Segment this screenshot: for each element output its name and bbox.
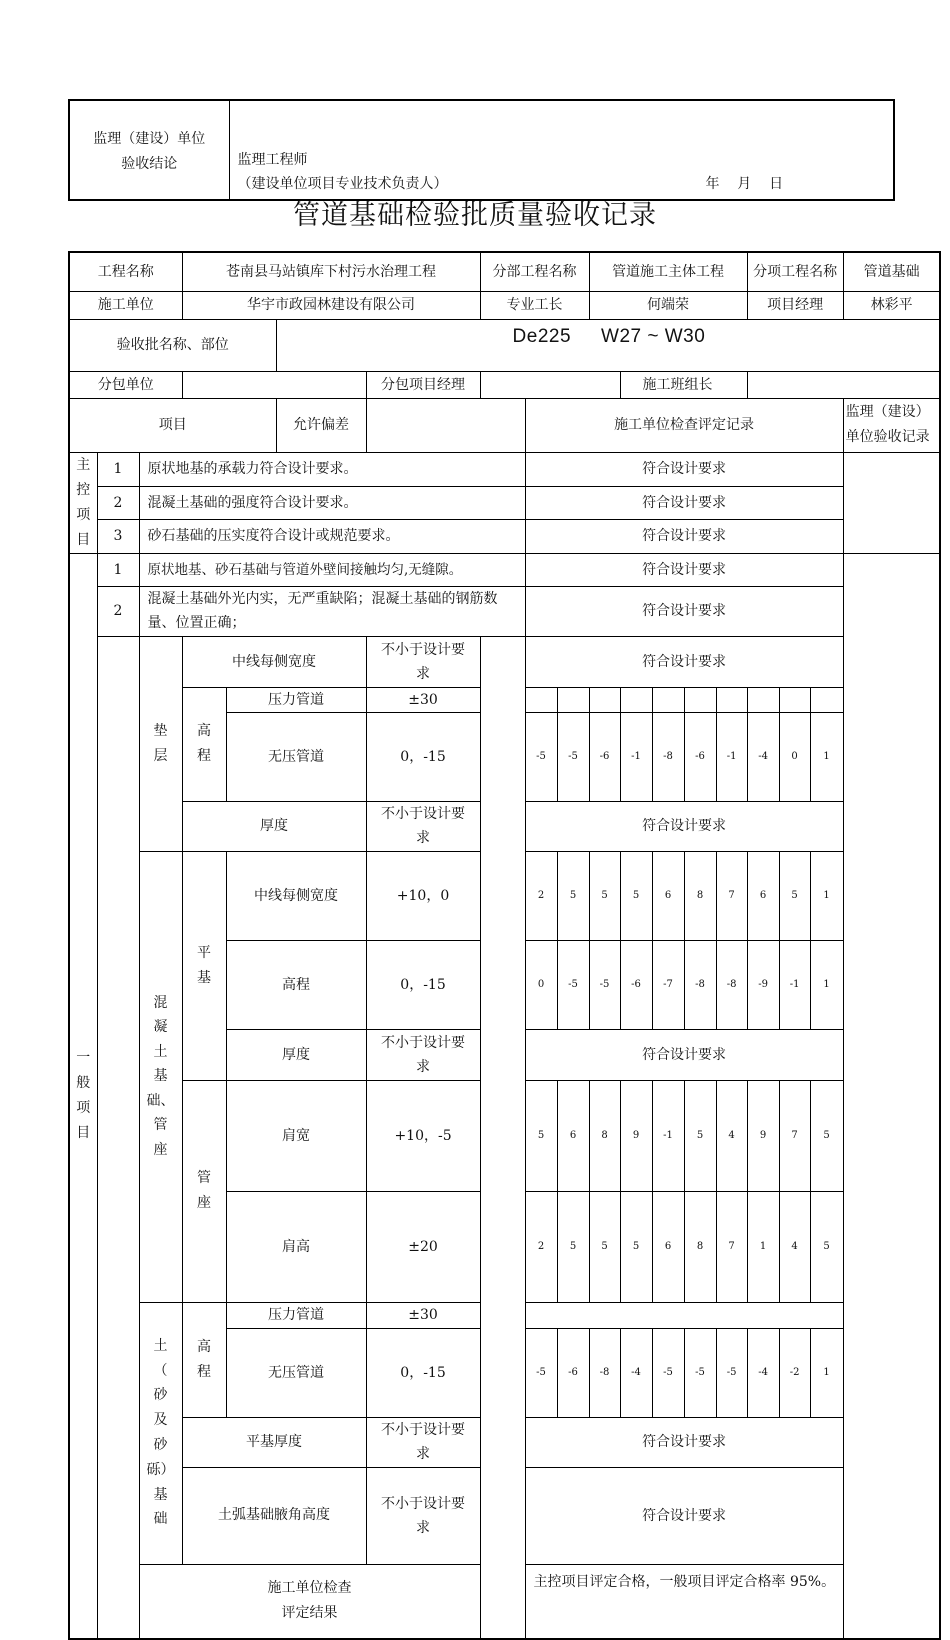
main-item-text: 原状地基的承载力符合设计要求。 [139, 452, 525, 486]
subitem-value: 管道基础 [843, 252, 940, 291]
foreman-label: 专业工长 [480, 291, 589, 319]
value-cell: -5 [652, 1328, 684, 1417]
general-item-result: 符合设计要求 [525, 586, 843, 636]
value-cell [684, 687, 716, 712]
sub-unit-label: 分包单位 [69, 371, 182, 398]
shoulder-height-tol: ±20 [366, 1191, 480, 1302]
pm-value: 林彩平 [843, 291, 940, 319]
earth-pressure-label: 压力管道 [226, 1302, 366, 1328]
general-no-blank [97, 636, 139, 1639]
shoulder-height-label: 肩高 [226, 1191, 366, 1302]
supervisor-record-main [843, 452, 940, 553]
value-cell: 5 [810, 1080, 843, 1191]
value-cell: -5 [589, 940, 620, 1029]
concrete-thickness-tol: 不小于设计要求 [366, 1029, 480, 1080]
earth-pressure-tol: ±30 [366, 1302, 480, 1328]
value-cell [779, 687, 810, 712]
concrete-label: 混 凝 土 基 础、 管 座 [139, 851, 182, 1302]
value-cell: -6 [620, 940, 652, 1029]
value-cell: 9 [747, 1080, 779, 1191]
value-cell: 8 [589, 1080, 620, 1191]
date-label: 年 月 日 [705, 176, 784, 192]
value-cell: -5 [525, 712, 557, 801]
main-item-text: 混凝土基础的强度符合设计要求。 [139, 486, 525, 519]
value-cell: 6 [652, 851, 684, 940]
value-cell: -4 [747, 1328, 779, 1417]
earth-elev-label: 高 程 [182, 1302, 226, 1417]
value-cell: 5 [620, 1191, 652, 1302]
team-value [747, 371, 940, 398]
value-cell [525, 687, 557, 712]
value-cell: 4 [779, 1191, 810, 1302]
value-cell: -4 [747, 712, 779, 801]
tolerance-blank [480, 636, 525, 1639]
batch-label: 验收批名称、部位 [69, 319, 276, 371]
conclusion-label: 监理（建设）单位 验收结论 [69, 100, 229, 200]
cushion-thickness-tol: 不小于设计要求 [366, 801, 480, 851]
earth-label: 土 （ 砂 及 砂 砾） 基 础 [139, 1302, 182, 1564]
inspection-table [68, 251, 941, 1640]
concrete-elev-tol: 0，-15 [366, 940, 480, 1029]
value-cell: 7 [716, 851, 747, 940]
value-cell: -8 [652, 712, 684, 801]
value-cell: 5 [589, 851, 620, 940]
value-cell: 5 [684, 1080, 716, 1191]
cushion-width-result: 符合设计要求 [525, 636, 843, 687]
cushion-nonpressure-label: 无压管道 [226, 712, 366, 801]
value-cell: 5 [779, 851, 810, 940]
main-control-label: 主 控 项 目 [69, 452, 97, 553]
value-cell: -1 [779, 940, 810, 1029]
value-cell: -6 [589, 712, 620, 801]
pm-label: 项目经理 [747, 291, 843, 319]
value-cell: -6 [557, 1328, 589, 1417]
value-cell [716, 687, 747, 712]
value-cell [557, 687, 589, 712]
main-item-result: 符合设计要求 [525, 519, 843, 553]
supervisor-conclusion-block [68, 99, 895, 201]
cushion-width-label: 中线每侧宽度 [182, 636, 366, 687]
foreman-value: 何端荣 [589, 291, 747, 319]
value-cell: 8 [684, 1191, 716, 1302]
flat-base-label: 平 基 [182, 851, 226, 1080]
value-cell: -7 [652, 940, 684, 1029]
flat-thickness-tol: 不小于设计要求 [366, 1417, 480, 1467]
value-cell: -5 [525, 1328, 557, 1417]
concrete-width-tol: +10，0 [366, 851, 480, 940]
value-cell: -8 [589, 1328, 620, 1417]
value-cell: -1 [620, 712, 652, 801]
earth-nonpressure-tol: 0，-15 [366, 1328, 480, 1417]
value-cell: 5 [810, 1191, 843, 1302]
cushion-pressure-label: 压力管道 [226, 687, 366, 712]
value-cell [652, 687, 684, 712]
conclusion-body [229, 100, 894, 200]
value-cell: 7 [716, 1191, 747, 1302]
contractor-result-text: 主控项目评定合格，一般项目评定合格率 95%。 [525, 1564, 940, 1639]
batch-size: De225 [512, 325, 572, 347]
value-cell: -5 [684, 1328, 716, 1417]
value-cell: 1 [810, 1328, 843, 1417]
cushion-label: 垫 层 [139, 636, 182, 851]
project-name-label: 工程名称 [69, 252, 182, 291]
flat-thickness-result: 符合设计要求 [525, 1417, 843, 1467]
value-cell: 5 [557, 851, 589, 940]
arc-result: 符合设计要求 [525, 1467, 843, 1564]
col-tolerance-spacer [366, 398, 525, 452]
arc-tol: 不小于设计要求 [366, 1467, 480, 1564]
cushion-thickness-result: 符合设计要求 [525, 801, 843, 851]
project-name-value: 苍南县马站镇库下村污水治理工程 [182, 252, 480, 291]
main-item-result: 符合设计要求 [525, 486, 843, 519]
cushion-elev-label: 高 程 [182, 687, 226, 801]
value-cell: 8 [684, 851, 716, 940]
earth-nonpressure-label: 无压管道 [226, 1328, 366, 1417]
engineer-label: 监理工程师 [237, 152, 308, 168]
contractor-value: 华宇市政园林建设有限公司 [182, 291, 480, 319]
value-cell: 7 [779, 1080, 810, 1191]
value-cell: 1 [747, 1191, 779, 1302]
concrete-width-label: 中线每侧宽度 [226, 851, 366, 940]
cushion-pressure-tol: ±30 [366, 687, 480, 712]
flat-thickness-label: 平基厚度 [182, 1417, 366, 1467]
value-cell: 5 [589, 1191, 620, 1302]
sub-pm-value [480, 371, 620, 398]
concrete-elev-label: 高程 [226, 940, 366, 1029]
concrete-thickness-result: 符合设计要求 [525, 1029, 843, 1080]
value-cell: 1 [810, 712, 843, 801]
value-cell: 6 [557, 1080, 589, 1191]
supervisor-record-general [843, 553, 940, 1639]
batch-range: W27 ~ W30 [601, 325, 706, 347]
value-cell: 6 [747, 851, 779, 940]
col-supervisor: 监理（建设） 单位验收记录 [843, 398, 940, 452]
value-cell: -1 [652, 1080, 684, 1191]
value-cell: 5 [620, 851, 652, 940]
value-cell: -5 [557, 940, 589, 1029]
contractor-label: 施工单位 [69, 291, 182, 319]
col-item: 项目 [69, 398, 276, 452]
arc-label: 土弧基础腋角高度 [182, 1467, 366, 1564]
value-cell [620, 687, 652, 712]
value-cell: 9 [620, 1080, 652, 1191]
value-cell: 1 [810, 851, 843, 940]
main-item-text: 砂石基础的压实度符合设计或规范要求。 [139, 519, 525, 553]
earth-pressure-blank [525, 1302, 843, 1328]
general-label: 一 般 项 目 [69, 553, 97, 1639]
value-cell [747, 687, 779, 712]
value-cell: 4 [716, 1080, 747, 1191]
main-item-no: 2 [97, 486, 139, 519]
cushion-thickness-label: 厚度 [182, 801, 366, 851]
main-item-no: 1 [97, 452, 139, 486]
col-record: 施工单位检查评定记录 [525, 398, 843, 452]
value-cell: -6 [684, 712, 716, 801]
shoulder-width-label: 肩宽 [226, 1080, 366, 1191]
general-item-no: 2 [97, 586, 139, 636]
seat-label: 管 座 [182, 1080, 226, 1302]
cushion-nonpressure-tol: 0，-15 [366, 712, 480, 801]
general-item-no: 1 [97, 553, 139, 586]
value-cell: 6 [652, 1191, 684, 1302]
general-item-text: 原状地基、砂石基础与管道外壁间接触均匀,无缝隙。 [139, 553, 525, 586]
value-cell: -9 [747, 940, 779, 1029]
value-cell: 5 [557, 1191, 589, 1302]
value-cell: -5 [557, 712, 589, 801]
main-item-result: 符合设计要求 [525, 452, 843, 486]
value-cell: -4 [620, 1328, 652, 1417]
value-cell [589, 687, 620, 712]
general-item-result: 符合设计要求 [525, 553, 843, 586]
division-label: 分部工程名称 [480, 252, 589, 291]
batch-value [276, 319, 940, 371]
value-cell: -8 [716, 940, 747, 1029]
value-cell: -8 [684, 940, 716, 1029]
value-cell: 0 [525, 940, 557, 1029]
concrete-thickness-label: 厚度 [226, 1029, 366, 1080]
sub-pm-label: 分包项目经理 [366, 371, 480, 398]
value-cell: 5 [525, 1080, 557, 1191]
value-cell: -1 [716, 712, 747, 801]
value-cell: 1 [810, 940, 843, 1029]
team-label: 施工班组长 [620, 371, 747, 398]
shoulder-width-tol: +10，-5 [366, 1080, 480, 1191]
page-title: 管道基础检验批质量验收记录 [293, 200, 657, 231]
responsible-label: （建设单位项目专业技术负责人） [237, 176, 448, 192]
value-cell: 2 [525, 1191, 557, 1302]
value-cell: 2 [525, 851, 557, 940]
subitem-label: 分项工程名称 [747, 252, 843, 291]
value-cell: -2 [779, 1328, 810, 1417]
general-item-text: 混凝土基础外光内实，无严重缺陷；混凝土基础的钢筋数量、位置正确； [139, 586, 525, 636]
division-value: 管道施工主体工程 [589, 252, 747, 291]
main-item-no: 3 [97, 519, 139, 553]
value-cell: 0 [779, 712, 810, 801]
value-cell: -5 [716, 1328, 747, 1417]
contractor-result-label: 施工单位检查 评定结果 [139, 1564, 480, 1639]
cushion-width-tol: 不小于设计要求 [366, 636, 480, 687]
col-tolerance: 允许偏差 [276, 398, 366, 452]
sub-unit-value [182, 371, 366, 398]
value-cell [810, 687, 843, 712]
